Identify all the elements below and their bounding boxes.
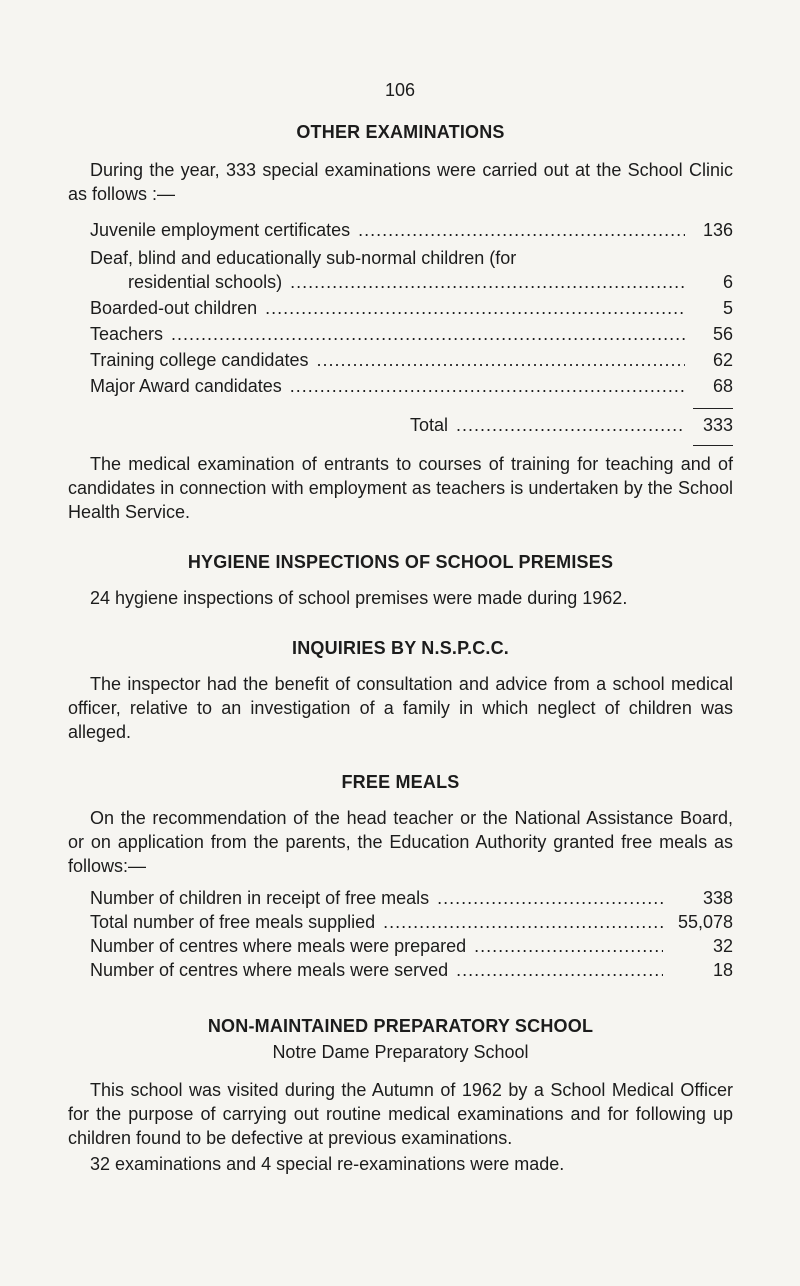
leader-dots — [171, 322, 685, 346]
preparatory-text-2: 32 examinations and 4 special re-examinations were made. — [90, 1154, 565, 1174]
item-value: 62 — [712, 350, 733, 370]
other-examinations-intro: During the year, 333 special examinations were carried out at the School Clinic as follows :— — [68, 160, 733, 204]
hygiene-text: 24 hygiene inspections of school premises were made during 1962. — [90, 588, 628, 608]
list-item — [90, 958, 733, 982]
leader-dots — [437, 886, 663, 910]
leader-dots — [290, 374, 685, 398]
total-rule-top — [693, 408, 733, 409]
leader-dots — [383, 910, 663, 934]
total-rule-bottom — [693, 445, 733, 446]
list-item — [90, 374, 733, 398]
nspcc-heading: INQUIRIES BY N.S.P.C.C. — [292, 638, 509, 658]
free-meals-heading: FREE MEALS — [341, 772, 460, 792]
item-value: 32 — [712, 936, 733, 956]
item-value: 18 — [712, 960, 733, 980]
item-value: 56 — [712, 324, 733, 344]
list-item — [90, 348, 733, 372]
list-item — [90, 322, 733, 346]
page-number: 106 — [384, 80, 416, 100]
item-label: Teachers — [90, 324, 164, 344]
preparatory-subheading: Notre Dame Preparatory School — [272, 1042, 529, 1062]
item-label: Number of centres where meals were prepared — [90, 936, 467, 956]
item-value: 5 — [722, 298, 733, 318]
nspcc-text: The inspector had the benefit of consultation and advice from a school medical officer, relative to an investigation of a family in which neglect of children was alleged. — [68, 674, 733, 742]
list-item — [90, 246, 733, 294]
leader-dots — [358, 218, 685, 242]
other-examinations-heading: OTHER EXAMINATIONS — [296, 122, 505, 142]
list-item — [90, 218, 733, 242]
leader-dots — [290, 270, 685, 294]
item-value: 68 — [712, 376, 733, 396]
total-label: Total — [410, 415, 449, 435]
item-label: Deaf, blind and educationally sub-normal children (for — [90, 248, 517, 268]
item-label: Training college candidates — [90, 350, 309, 370]
item-label: Total number of free meals supplied — [90, 912, 376, 932]
item-label: Major Award candidates — [90, 376, 282, 396]
free-meals-list — [90, 886, 733, 982]
leader-dots — [316, 348, 685, 372]
examinations-list — [90, 218, 733, 446]
item-label: Boarded-out children — [90, 298, 258, 318]
item-value: 136 — [702, 220, 733, 240]
hygiene-heading: HYGIENE INSPECTIONS OF SCHOOL PREMISES — [187, 552, 614, 572]
preparatory-text: This school was visited during the Autumn of 1962 by a School Medical Officer for the purpose of carrying out routine medical examinations and for following up children found to be defective at previous examinations. — [68, 1080, 733, 1148]
leader-dots — [456, 413, 685, 437]
leader-dots — [265, 296, 685, 320]
list-item — [90, 886, 733, 910]
medical-examination-note: The medical examination of entrants to courses of training for teaching and of candidates in connection with employment as teachers is undertaken by the School Health Service. — [68, 454, 733, 522]
page-content — [68, 120, 733, 1176]
list-item — [90, 296, 733, 320]
item-value: 338 — [702, 888, 733, 908]
preparatory-heading: NON-MAINTAINED PREPARATORY SCHOOL — [207, 1016, 594, 1036]
item-label: Juvenile employment certificates — [90, 220, 351, 240]
item-label: Number of children in receipt of free meals — [90, 888, 430, 908]
item-value: 55,078 — [677, 912, 733, 932]
item-label: Number of centres where meals were served — [90, 960, 449, 980]
list-item — [90, 910, 733, 934]
item-label-continued: residential schools) — [128, 272, 283, 292]
leader-dots — [456, 958, 663, 982]
total-row — [90, 413, 733, 437]
leader-dots — [474, 934, 663, 958]
total-value: 333 — [702, 415, 733, 435]
list-item — [90, 934, 733, 958]
free-meals-intro: On the recommendation of the head teacher or the National Assistance Board, or on application from the parents, the Education Authority granted free meals as follows:— — [68, 808, 733, 876]
item-value: 6 — [722, 272, 733, 292]
